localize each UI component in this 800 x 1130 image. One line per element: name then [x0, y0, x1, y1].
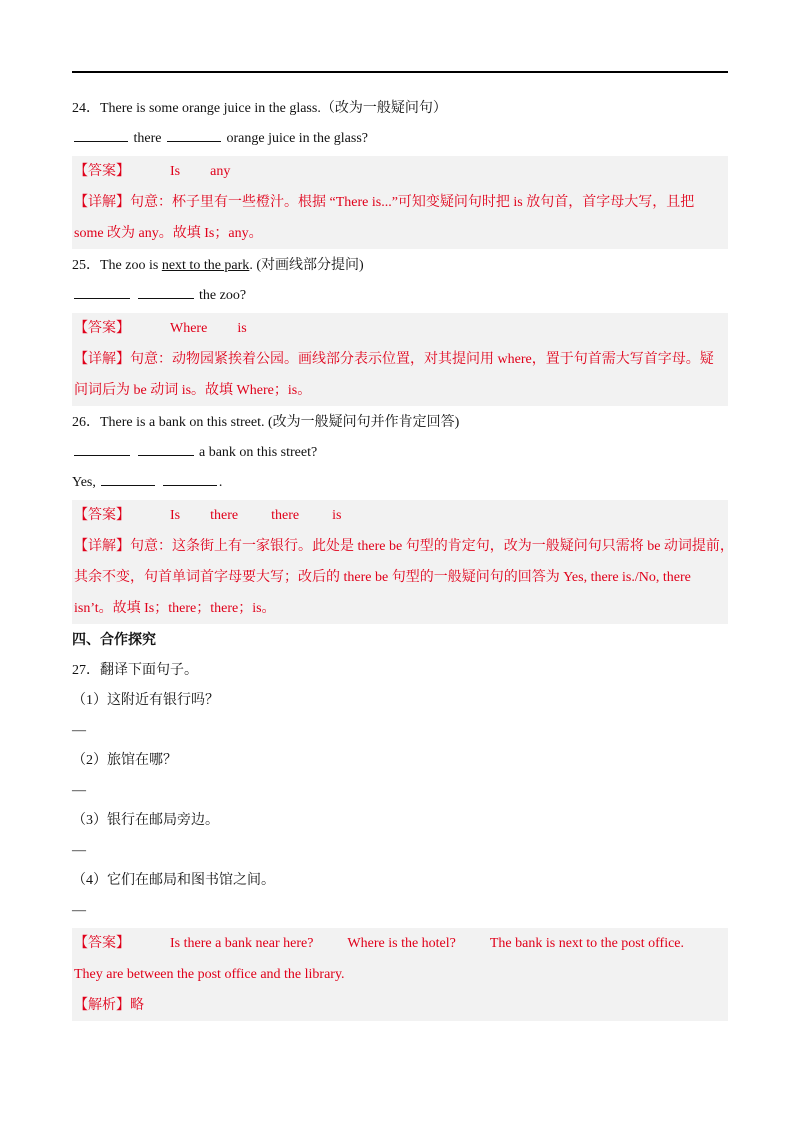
- detail-row: [74, 375, 726, 406]
- question-text: 翻译下面句子。: [100, 663, 198, 678]
- answer-value: Where is the hotel?: [347, 936, 456, 951]
- answer-value: there: [210, 508, 239, 523]
- answer-value: They are between the post office and the library.: [74, 967, 345, 982]
- fill-text: Yes,: [72, 475, 96, 490]
- answer-dash[interactable]: —: [72, 903, 86, 918]
- translate-item: （1）这附近有银行吗？: [72, 693, 219, 708]
- question-number: 25．: [72, 258, 100, 273]
- answer-box-27: [72, 928, 728, 1021]
- question-26: [72, 408, 728, 438]
- detail-text: 句意：杯子里有一些橙汁。根据 “There is...”可知变疑问句时把 is 放句首，首字母大写，且把: [130, 195, 695, 210]
- question-24: [72, 94, 728, 124]
- question-text: . (对画线部分提问): [249, 258, 364, 273]
- question-25-fill: [72, 281, 728, 311]
- answer-blank[interactable]: [74, 283, 130, 299]
- question-text: The zoo is: [100, 258, 162, 273]
- question-text: There is a bank on this street. (改为一般疑问句并作肯定回答): [100, 415, 460, 430]
- worksheet-content: [72, 94, 734, 1023]
- answer-blank[interactable]: [74, 126, 128, 142]
- answer-value: there: [271, 508, 300, 523]
- answer-dash[interactable]: —: [72, 783, 86, 798]
- question-text: There is some orange juice in the glass.（改为一般疑问句）: [100, 101, 447, 116]
- answer-value: is: [237, 321, 247, 336]
- detail-row: [74, 593, 726, 624]
- question-24-fill: [72, 124, 728, 154]
- answer-blank[interactable]: [163, 470, 217, 486]
- analysis-row: [74, 990, 726, 1021]
- answer-label: 【答案】: [74, 164, 130, 179]
- detail-label: 【详解】: [74, 539, 130, 554]
- answer-row: [74, 313, 726, 344]
- fill-text: a bank on this street?: [199, 445, 318, 460]
- detail-row: [74, 531, 734, 562]
- detail-label: 【详解】: [74, 352, 130, 367]
- answer-value: Where: [170, 321, 208, 336]
- question-number: 26．: [72, 415, 100, 430]
- fill-text: orange juice in the glass?: [226, 131, 368, 146]
- answer-dash[interactable]: —: [72, 843, 86, 858]
- analysis-text: 略: [130, 998, 144, 1013]
- answer-blank[interactable]: [74, 440, 130, 456]
- answer-value: Is: [170, 508, 181, 523]
- answer-blank[interactable]: [138, 283, 194, 299]
- translate-item: （3）银行在邮局旁边。: [72, 813, 219, 828]
- detail-text: 问词后为 be 动词 is。故填 Where；is。: [74, 383, 312, 398]
- fill-text: the zoo?: [199, 288, 247, 303]
- answer-box-26: [72, 500, 734, 624]
- question-26-yes: [72, 468, 728, 498]
- detail-row: [74, 562, 726, 593]
- answer-box-24: [72, 156, 728, 249]
- answer-blank[interactable]: [101, 470, 155, 486]
- detail-label: 【详解】: [74, 195, 130, 210]
- detail-text: 其余不变，句首单词首字母要大写；改后的 there be 句型的一般疑问句的回答为 Yes, there is./No, there: [74, 570, 691, 585]
- answer-dash[interactable]: —: [72, 723, 86, 738]
- answer-value: any: [210, 164, 231, 179]
- fill-text: .: [218, 475, 223, 490]
- detail-text: 句意：这条街上有一家银行。此处是 there be 句型的肯定句，改为一般疑问句只需将 be 动词提前，: [130, 539, 734, 554]
- question-number: 24．: [72, 101, 100, 116]
- question-26-fill: [72, 438, 728, 468]
- answer-value: is: [332, 508, 342, 523]
- answer-label: 【答案】: [74, 321, 130, 336]
- answer-label: 【答案】: [74, 508, 130, 523]
- detail-text: 句意：动物园紧挨着公园。画线部分表示位置，对其提问用 where，置于句首需大写首字母。疑: [130, 352, 714, 367]
- question-number: 27．: [72, 663, 100, 678]
- answer-row: [74, 928, 726, 959]
- translate-item: （4）它们在邮局和图书馆之间。: [72, 873, 275, 888]
- header-rule: [72, 71, 728, 73]
- detail-text: isn’t。故填 Is；there；there；is。: [74, 601, 276, 616]
- answer-row: [74, 500, 726, 531]
- section-title: 四、合作探究: [72, 633, 156, 648]
- question-25: [72, 251, 728, 281]
- answer-label: 【答案】: [74, 936, 130, 951]
- answer-value: Is there a bank near here?: [170, 936, 314, 951]
- answer-row: [74, 959, 726, 990]
- answer-value: The bank is next to the post office.: [489, 936, 685, 951]
- answer-blank[interactable]: [167, 126, 221, 142]
- answer-box-25: [72, 313, 728, 406]
- detail-row: [74, 218, 726, 249]
- answer-row: [74, 156, 726, 187]
- answer-blank[interactable]: [138, 440, 194, 456]
- detail-row: [74, 344, 726, 375]
- detail-text: some 改为 any。故填 Is；any。: [74, 226, 263, 241]
- answer-value: Is: [170, 164, 181, 179]
- question-27: [72, 656, 728, 686]
- fill-text: there: [133, 131, 162, 146]
- analysis-label: 【解析】: [74, 998, 130, 1013]
- underlined-phrase: next to the park: [161, 258, 250, 273]
- translate-item: （2）旅馆在哪？: [72, 753, 177, 768]
- detail-row: [74, 187, 726, 218]
